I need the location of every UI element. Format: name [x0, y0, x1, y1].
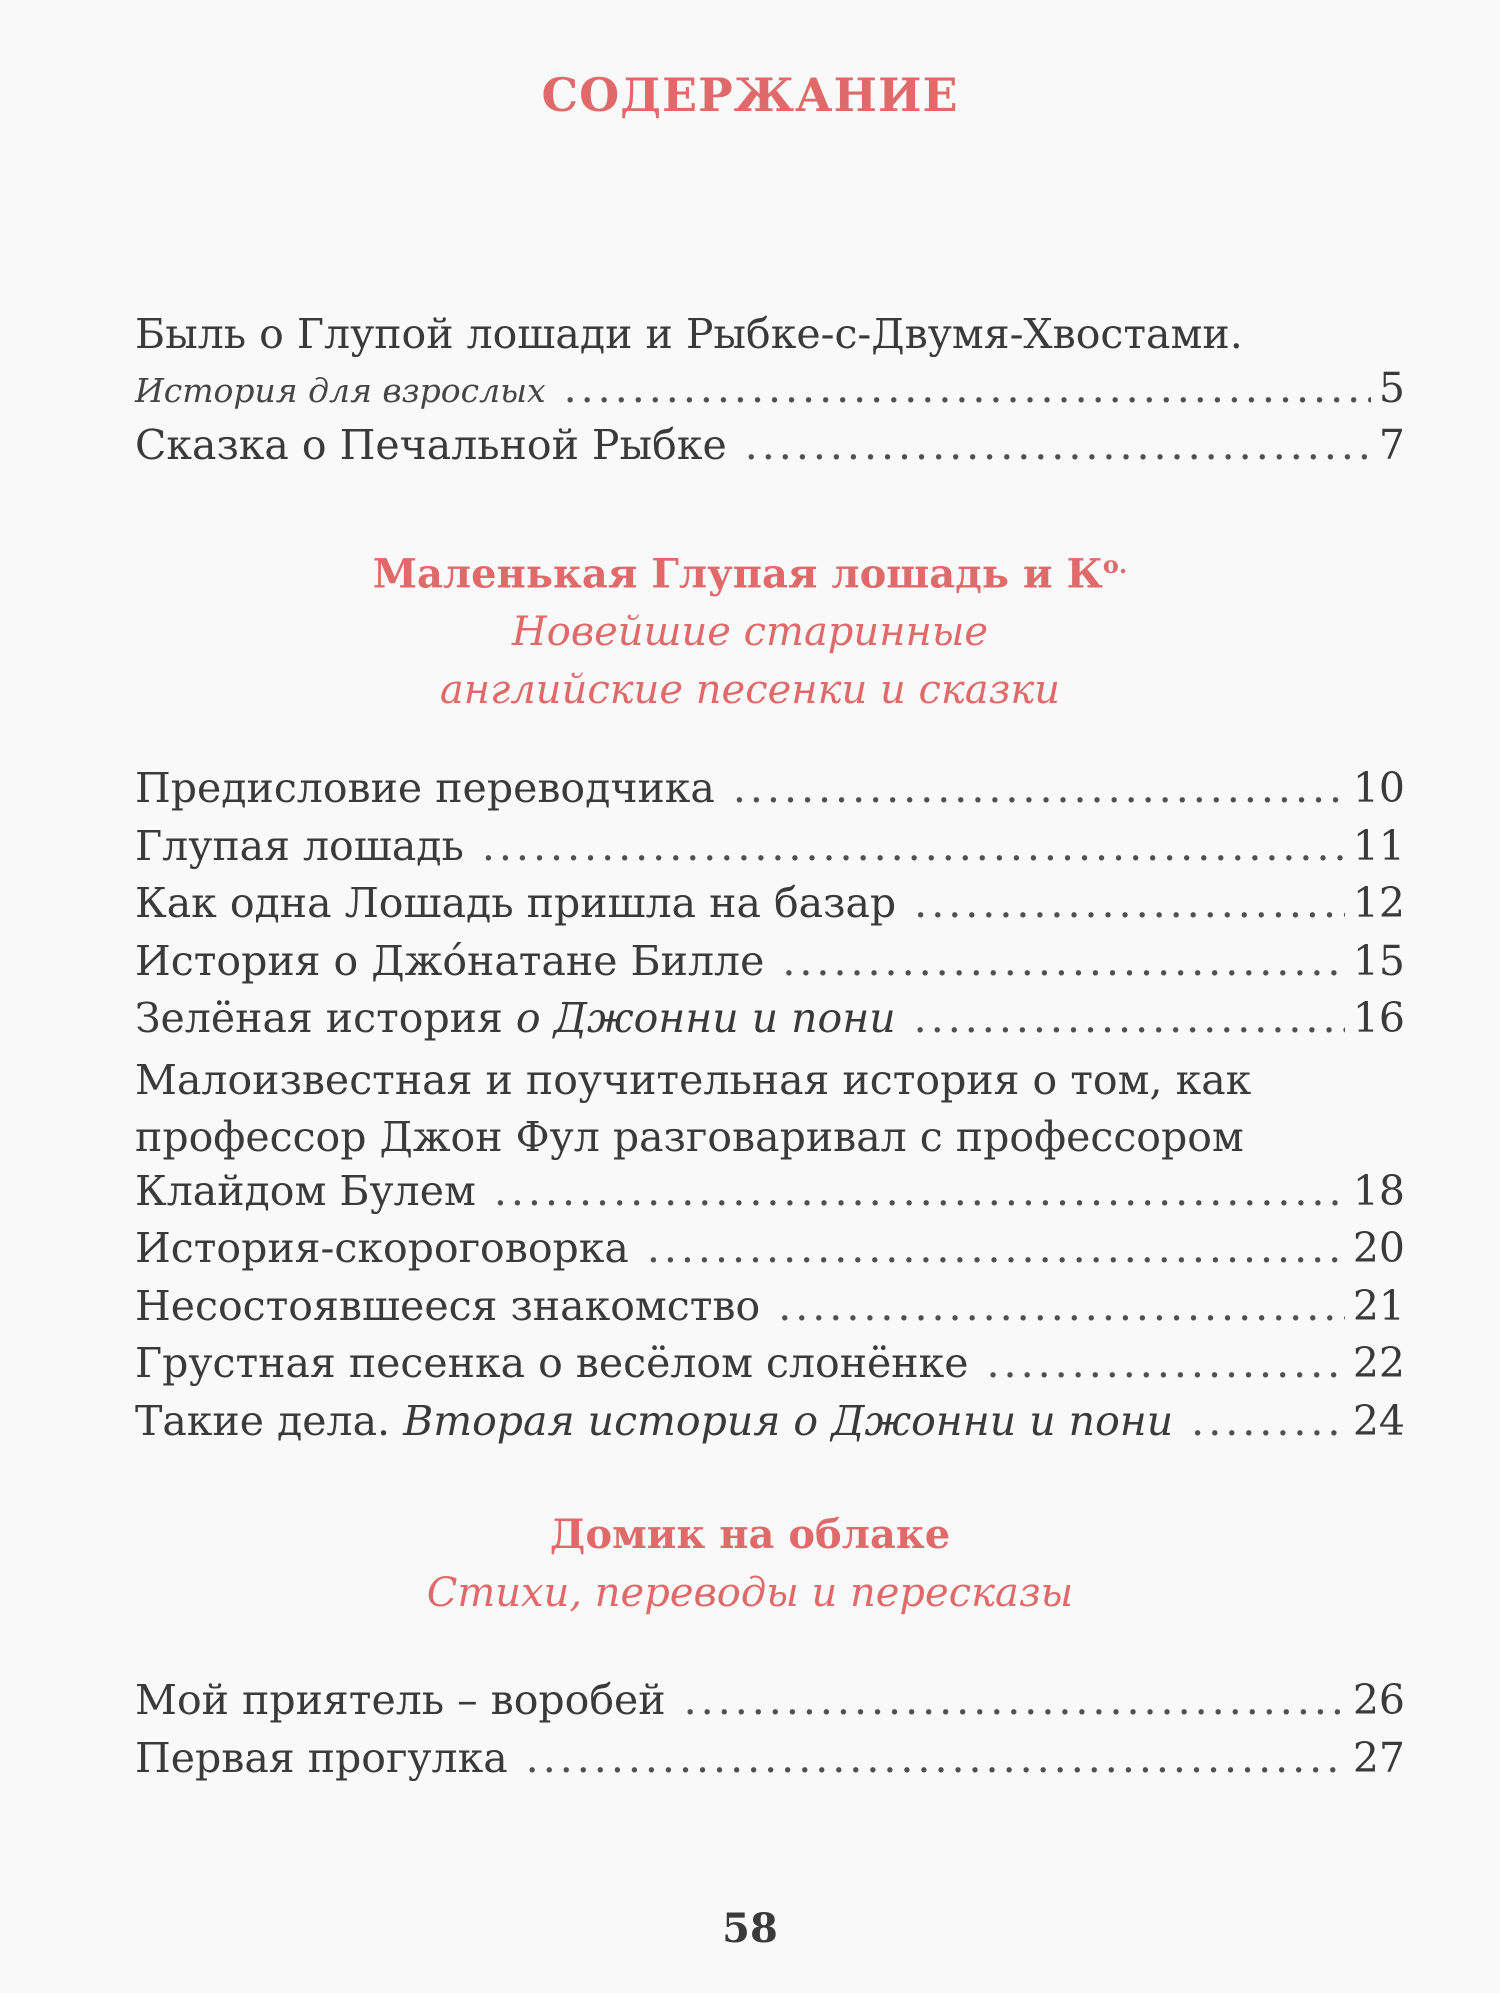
entry-page: 22 — [1352, 1339, 1405, 1387]
entry-page: 27 — [1352, 1733, 1405, 1782]
entry-page: 24 — [1352, 1396, 1405, 1445]
toc-entry — [135, 1397, 1405, 1455]
toc-entry — [135, 1224, 1405, 1282]
entry-title: Быль о Глупой лошади и Рыбке-с-Двумя-Хвостами. — [135, 310, 1243, 358]
toc-entry — [135, 306, 1405, 421]
section-title: Маленькая Глупая лошадь и $К^{о.}$ — [372, 550, 1128, 598]
leader-dots — [914, 994, 1345, 1042]
entry-title: Грустная песенка о весёлом слонёнке — [135, 1339, 969, 1387]
toc-entry — [135, 421, 1405, 479]
entry-title: Мой приятель – воробей — [135, 1676, 666, 1724]
entry-subtitle: История для взрослых — [135, 370, 546, 410]
entry-page: 10 — [1352, 764, 1405, 812]
page-number: 58 — [722, 1905, 778, 1952]
leader-dots — [778, 1282, 1345, 1330]
section-heading — [0, 1506, 1500, 1622]
entry-page: 5 — [1378, 363, 1405, 412]
leader-dots — [684, 1676, 1345, 1724]
section1-entries — [135, 764, 1405, 1454]
entry-page: 12 — [1352, 879, 1405, 927]
leader-dots — [564, 364, 1371, 412]
entry-page: 16 — [1352, 994, 1405, 1042]
entry-title: Несостоявшееся знакомство — [135, 1281, 761, 1330]
entry-page: 26 — [1352, 1676, 1405, 1724]
toc-entry — [135, 1676, 1405, 1734]
leader-dots — [526, 1734, 1345, 1782]
leader-dots — [482, 822, 1345, 870]
intro-entries — [135, 306, 1405, 479]
entry-title: Такие дела. Вторая история о Джонни и пони — [135, 1396, 1174, 1445]
leader-dots — [782, 937, 1344, 985]
leader-dots — [647, 1224, 1345, 1272]
leader-dots — [494, 1167, 1345, 1215]
entry-title: Первая прогулка — [135, 1733, 508, 1782]
entry-page: 11 — [1352, 821, 1405, 870]
section-subtitle: Новейшие старинные — [511, 609, 989, 656]
entry-title: Сказка о Печальной Рыбке — [135, 421, 727, 469]
toc-entry — [135, 937, 1405, 995]
toc-entry — [135, 1339, 1405, 1397]
entry-title: История-скороговорка — [135, 1224, 629, 1272]
section-subtitle: Стихи, переводы и пересказы — [426, 1570, 1074, 1616]
entry-page: 20 — [1352, 1224, 1405, 1272]
leader-dots — [914, 879, 1345, 927]
entry-title: Зелёная история о Джонни и пони — [135, 994, 896, 1042]
toc-entry — [135, 1282, 1405, 1340]
entry-title: Клайдом Булем — [135, 1166, 476, 1215]
section2-entries — [135, 1676, 1405, 1791]
entry-title: профессор Джон Фул разговаривал с профессором — [135, 1113, 1244, 1161]
entry-title: Как одна Лошадь пришла на базар — [135, 879, 897, 927]
entry-page: 18 — [1352, 1166, 1405, 1215]
entry-page: 21 — [1352, 1281, 1405, 1330]
toc-entry — [135, 1052, 1405, 1225]
section-title: Домик на облаке — [549, 1511, 951, 1558]
toc-entry — [135, 879, 1405, 937]
toc-title: СОДЕРЖАНИЕ — [541, 68, 959, 122]
toc-entry — [135, 994, 1405, 1052]
toc-entry — [135, 822, 1405, 880]
entry-title: История о Джóнатане Билле — [135, 936, 765, 985]
entry-title: Предисловие переводчика — [135, 764, 715, 812]
entry-title: Глупая лошадь — [135, 821, 464, 870]
leader-dots — [733, 764, 1345, 812]
leader-dots — [1191, 1397, 1345, 1445]
section-subtitle: английские песенки и сказки — [439, 667, 1061, 714]
entry-title: Малоизвестная и поучительная история о том, как — [135, 1055, 1252, 1104]
toc-entry — [135, 1734, 1405, 1792]
leader-dots — [987, 1339, 1345, 1387]
leader-dots — [745, 421, 1371, 469]
entry-page: 15 — [1352, 936, 1405, 985]
entry-page: 7 — [1378, 421, 1405, 469]
toc-entry — [135, 764, 1405, 822]
section-heading — [0, 536, 1500, 719]
